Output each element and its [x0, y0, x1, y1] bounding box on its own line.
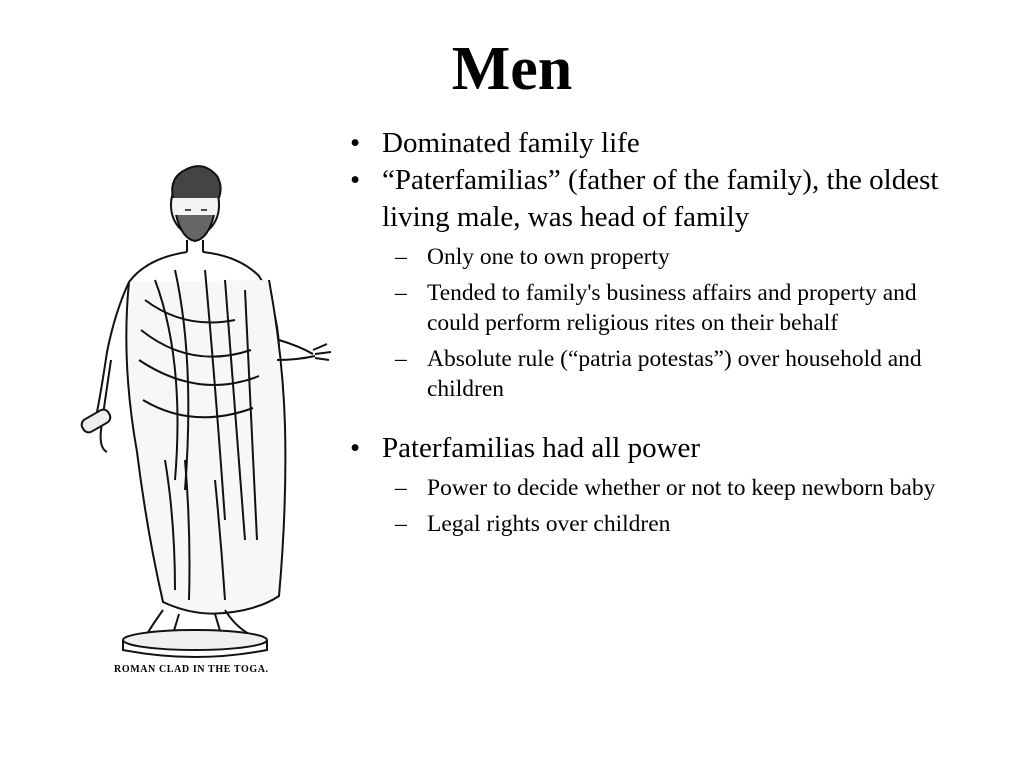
sub-bullet-item — [395, 473, 995, 503]
sub-bullet-text: Tended to family's business affairs and property and could perform religious rites on their behalf — [427, 280, 917, 336]
sub-bullet-marker: – — [395, 346, 407, 372]
bullet-text: Paterfamilias had all power — [382, 432, 701, 464]
bullet-item — [345, 125, 995, 162]
sub-bullet-text: Only one to own property — [427, 244, 670, 270]
sub-bullet-text: Absolute rule (“patria potestas”) over household and children — [427, 346, 922, 402]
sub-bullet-marker: – — [395, 475, 407, 501]
bullet-text: “Paterfamilias” (father of the family), the oldest living male, was head of family — [382, 164, 939, 233]
roman-toga-illustration — [55, 160, 345, 680]
sub-bullet-item — [395, 344, 995, 404]
slide-title: Men — [451, 35, 573, 103]
figure-caption: ROMAN CLAD IN THE TOGA. — [114, 664, 269, 675]
bullet-marker: • — [350, 127, 361, 159]
sub-bullet-marker: – — [395, 244, 407, 270]
bullet-item — [345, 162, 995, 236]
sub-bullet-marker: – — [395, 280, 407, 306]
bullet-item — [345, 430, 995, 467]
sub-bullet-text: Legal rights over children — [427, 511, 671, 537]
bullet-marker: • — [350, 164, 361, 196]
roman-figure-drawing — [55, 160, 335, 660]
sub-bullet-marker: – — [395, 511, 407, 537]
sub-bullet-item — [395, 242, 995, 272]
sub-bullet-item — [395, 278, 995, 338]
bullet-marker: • — [350, 432, 361, 464]
bullet-text: Dominated family life — [382, 127, 640, 159]
sub-bullet-text: Power to decide whether or not to keep newborn baby — [427, 475, 936, 501]
bullet-list — [345, 125, 995, 539]
sub-bullet-item — [395, 509, 995, 539]
